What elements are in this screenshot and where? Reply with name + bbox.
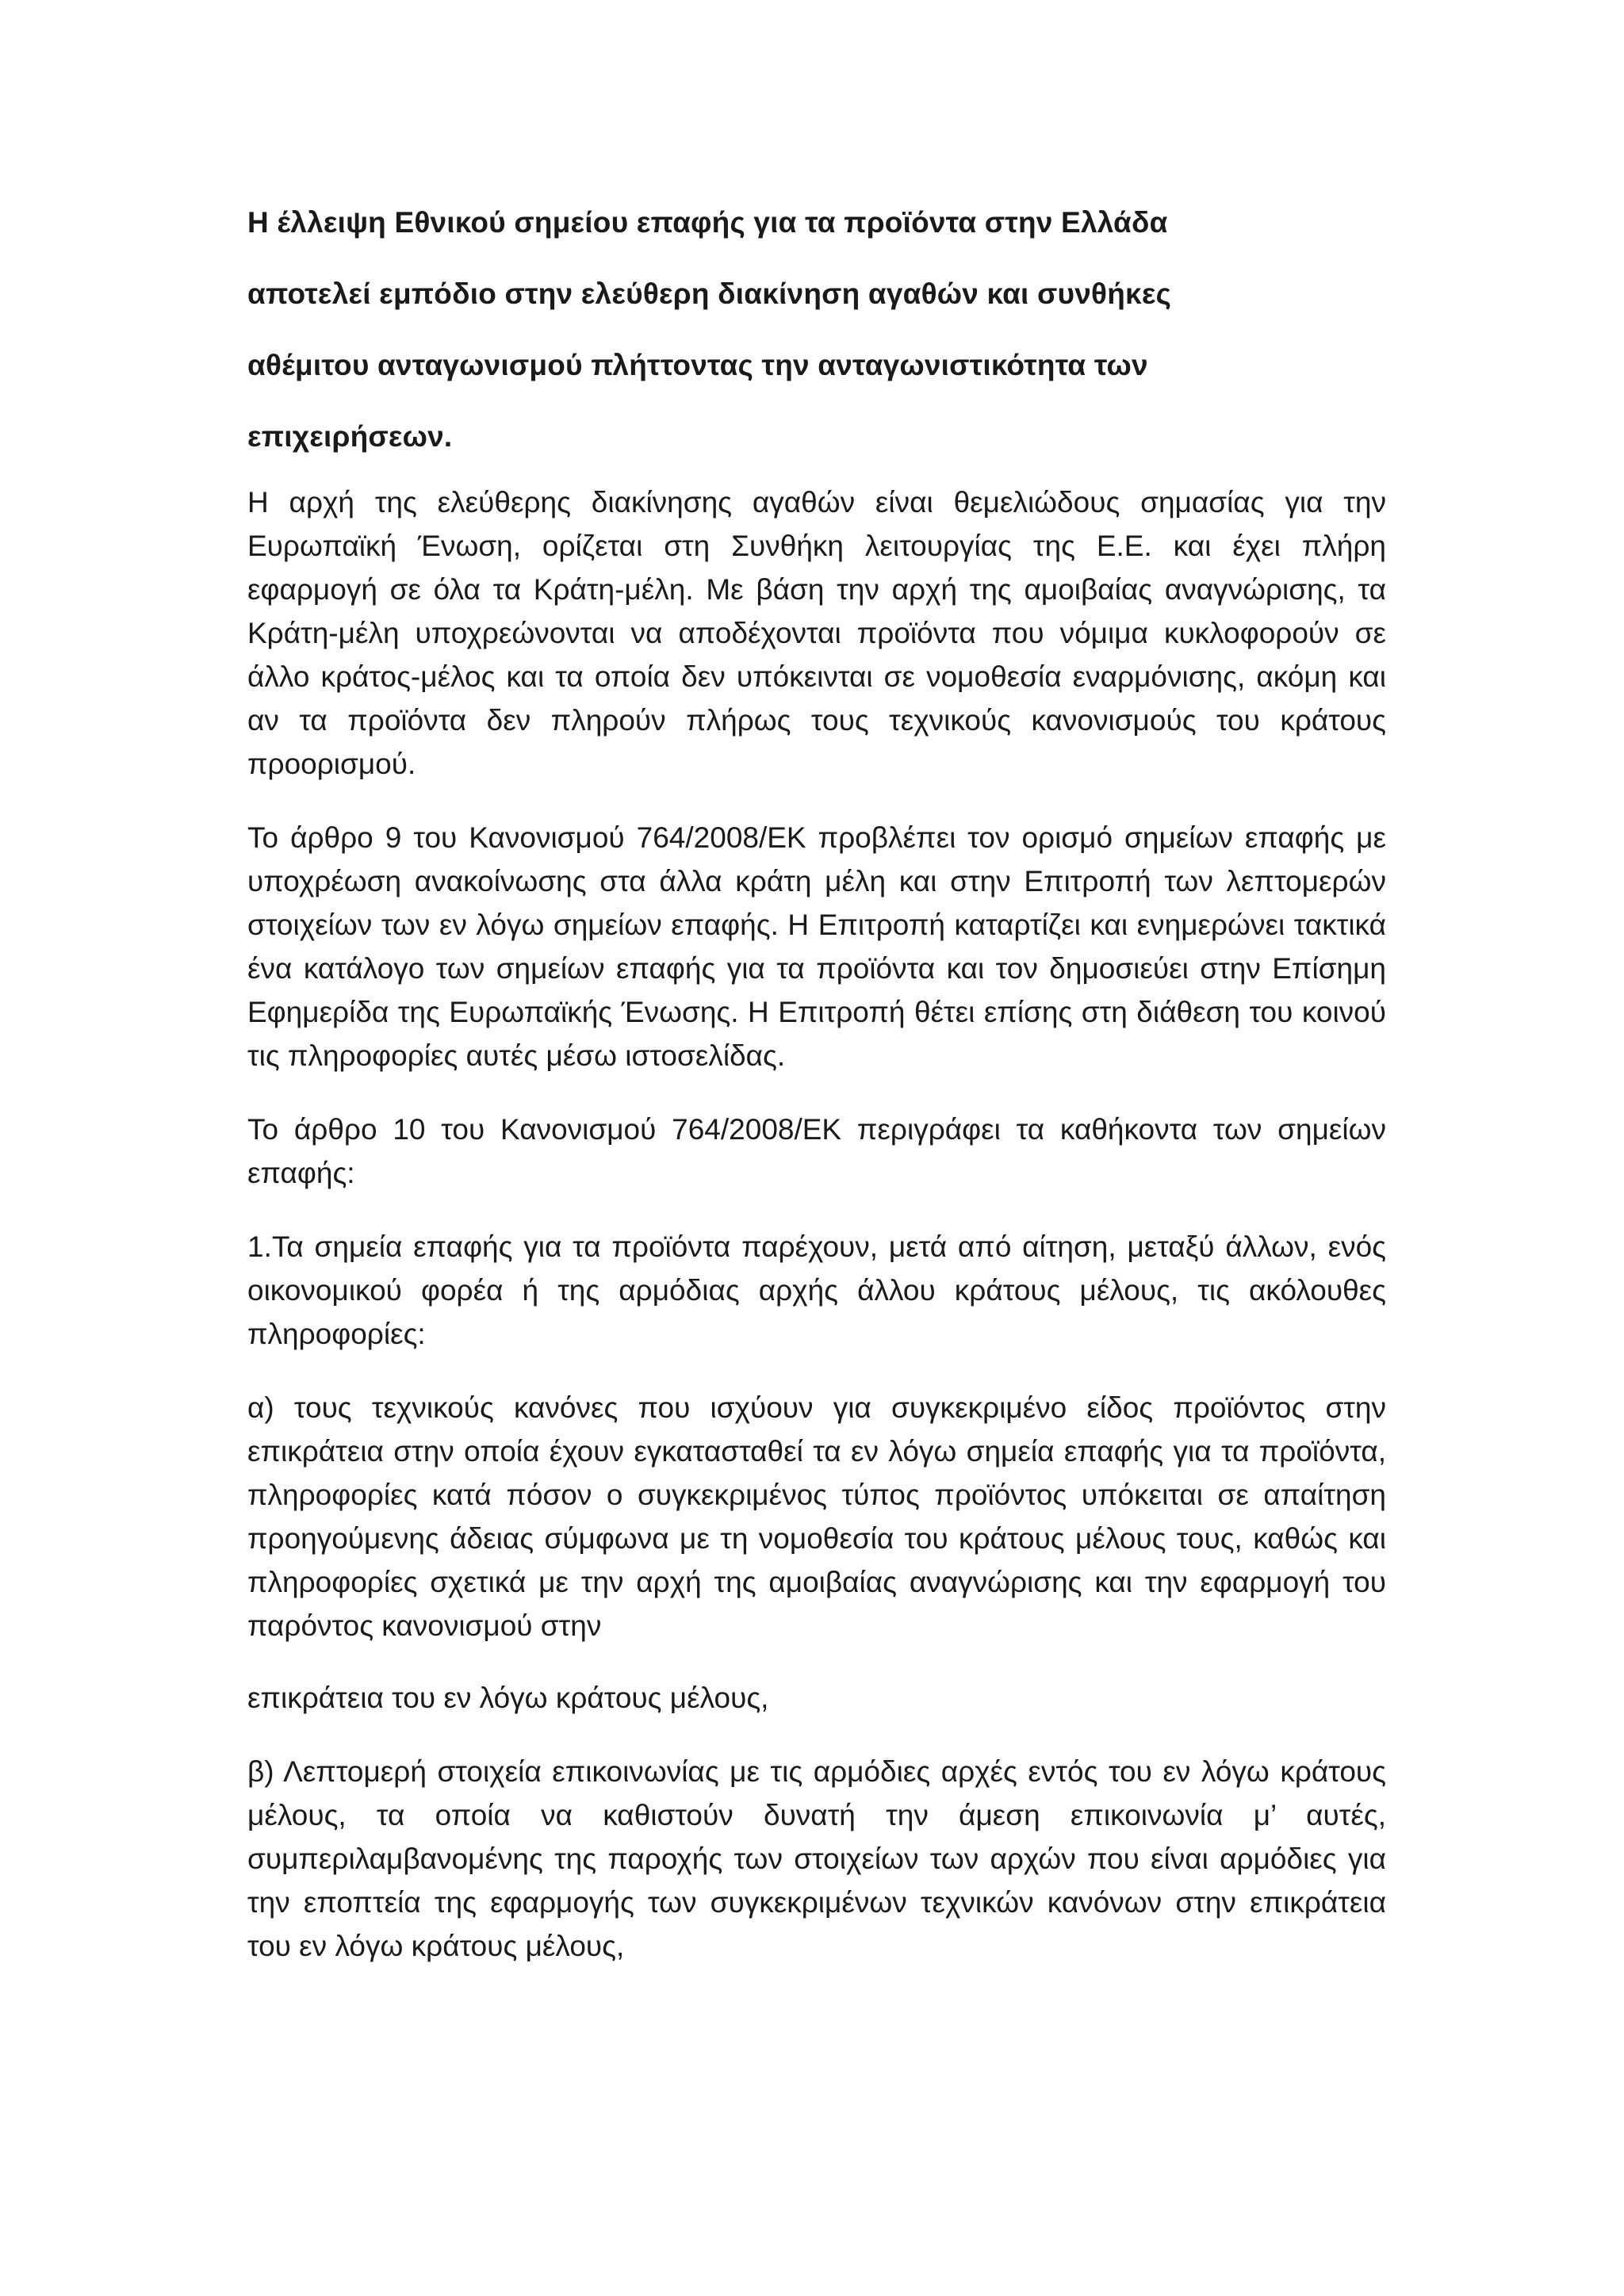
paragraph-item-a: α) τους τεχνικούς κανόνες που ισχύουν για συγκεκριμένο είδος προϊόντος στην επικράτεια στην οποία έχουν εγκατασταθεί τα εν λόγω σημεία επαφής για τα προϊόντα, πληροφορίες κατά πόσον ο συγκεκριμένος τύπος προϊόντος υπόκειται σε απαίτηση προηγούμενης άδειας σύμφωνα με τη νομοθεσία του κράτους μέλους τους, καθώς και πληροφορίες σχετικά με την αρχή της αμοιβαίας αναγνώρισης και την εφαρμογή του παρόντος κανονισμού στην <box>247 1391 1386 1642</box>
heading-line: επιχειρήσεων. <box>247 420 453 453</box>
heading-line: Η έλλειψη Εθνικού σημείου επαφής για τα προϊόντα στην Ελλάδα <box>247 206 1168 239</box>
paragraph-free-movement: Η αρχή της ελεύθερης διακίνησης αγαθών είναι θεμελιώδους σημασίας για την Ευρωπαϊκή Ένωση, ορίζεται στη Συνθήκη λειτουργίας της Ε.Ε. και έχει πλήρη εφαρμογή σε όλα τα Κράτη-μέλη. Με βάση την αρχή της αμοιβαίας αναγνώρισης, τα Κράτη-μέλη υποχρεώνονται να αποδέχονται προϊόντα που νόμιμα κυκλοφορούν σε άλλο κράτος-μέλος και τα οποία δεν υπόκεινται σε νομοθεσία εναρμόνισης, ακόμη και αν τα προϊόντα δεν πληρούν πλήρως τους τεχνικούς κανονισμούς του κράτους προορισμού. <box>247 486 1386 780</box>
heading-line: αθέμιτου ανταγωνισμού πλήττοντας την ανταγωνιστικότητα των <box>247 349 1148 381</box>
document-heading <box>247 187 1386 473</box>
heading-line: αποτελεί εμπόδιο στην ελεύθερη διακίνηση αγαθών και συνθήκες <box>247 277 1172 310</box>
paragraph-article-9: Το άρθρο 9 του Κανονισμού 764/2008/ΕΚ προβλέπει τον ορισμό σημείων επαφής με υποχρέωση ανακοίνωσης στα άλλα κράτη μέλη και στην Επιτροπή των λεπτομερών στοιχείων των εν λόγω σημείων επαφής. Η Επιτροπή καταρτίζει και ενημερώνει τακτικά ένα κατάλογο των σημείων επαφής για τα προϊόντα και τον δημοσιεύει στην Επίσημη Εφημερίδα της Ευρωπαϊκής Ένωσης. Η Επιτροπή θέτει επίσης στη διάθεση του κοινού τις πληροφορίες αυτές μέσω ιστοσελίδας. <box>247 821 1386 1072</box>
paragraph-item-1: 1.Τα σημεία επαφής για τα προϊόντα παρέχουν, μετά από αίτηση, μεταξύ άλλων, ενός οικονομικού φορέα ή της αρμόδιας αρχής άλλου κράτους μέλους, τις ακόλουθες πληροφορίες: <box>247 1230 1386 1350</box>
paragraph-item-b: β) Λεπτομερή στοιχεία επικοινωνίας με τις αρμόδιες αρχές εντός του εν λόγω κράτους μέλους, τα οποία να καθιστούν δυνατή την άμεση επικοινωνία μ’ αυτές, συμπεριλαμβανομένης της παροχής των στοιχείων των αρχών που είναι αρμόδιες για την εποπτεία της εφαρμογής των συγκεκριμένων τεχνικών κανόνων στην επικράτεια του εν λόγω κράτους μέλους, <box>247 1755 1386 1962</box>
document-body <box>247 187 1386 1968</box>
paragraph-article-10: Το άρθρο 10 του Κανονισμού 764/2008/ΕΚ περιγράφει τα καθήκοντα των σημείων επαφής: <box>247 1113 1386 1189</box>
paragraph-item-a-continued: επικράτεια του εν λόγω κράτους μέλους, <box>247 1682 769 1714</box>
